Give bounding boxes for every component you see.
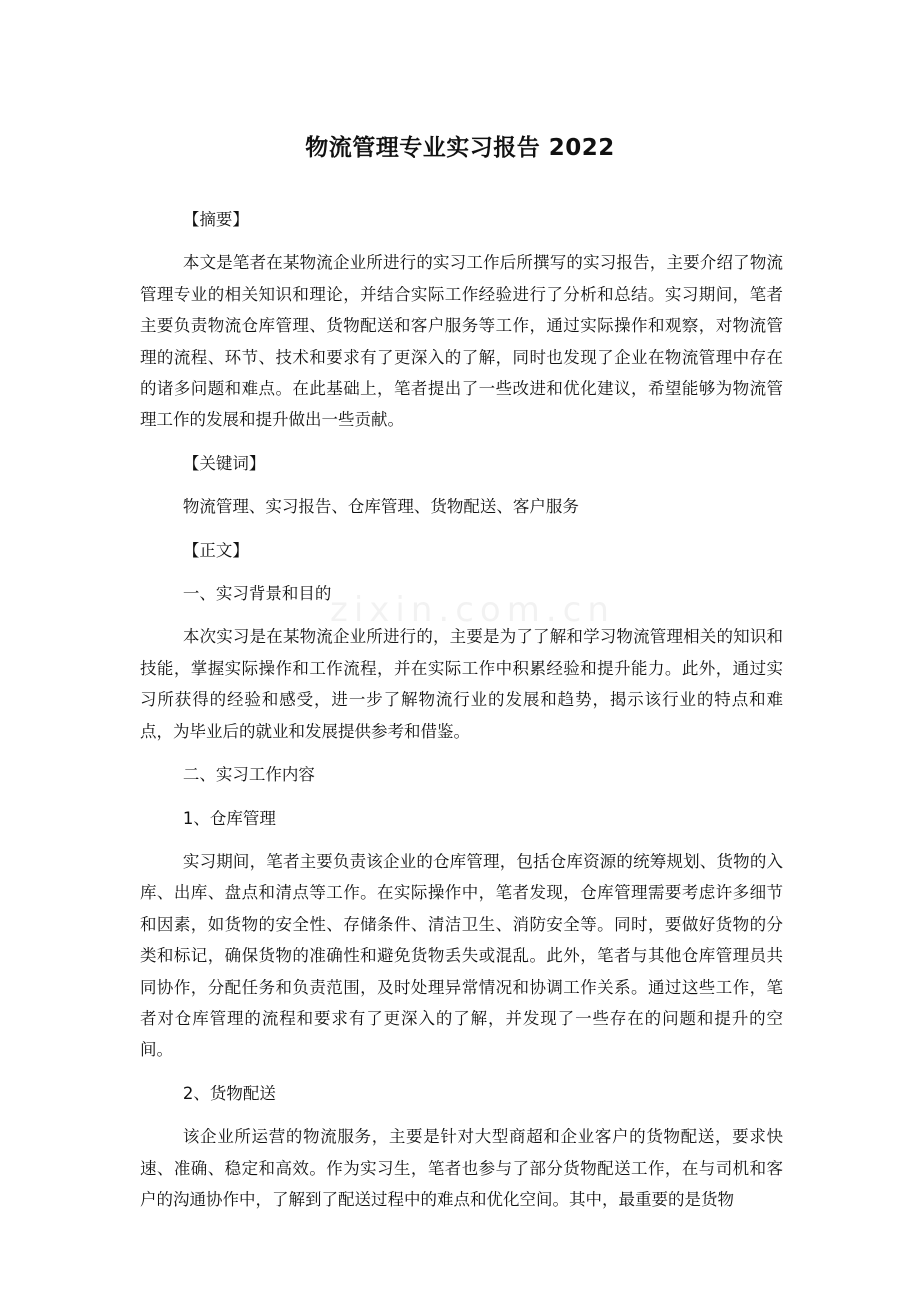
subsection-paragraph-delivery: 该企业所运营的物流服务，主要是针对大型商超和企业客户的货物配送，要求快速、准确、稳定和高效。作为实习生，笔者也参与了部分货物配送工作，在与司机和客户的沟通协作中，了解到了配送过程中的难点和优化空间。其中，最重要的是货物 [140, 1127, 783, 1209]
subsection-heading-delivery: 2、货物配送 [182, 1083, 276, 1103]
section-heading-work-content: 二、实习工作内容 [182, 765, 315, 785]
body-heading: 【正文】 [182, 540, 249, 560]
document-body [140, 204, 783, 1215]
abstract-paragraph: 本文是笔者在某物流企业所进行的实习工作后所撰写的实习报告，主要介绍了物流管理专业的相关知识和理论，并结合实际工作经验进行了分析和总结。实习期间，笔者主要负责物流仓库管理、货物配送和客户服务等工作，通过实际操作和观察，对物流管理的流程、环节、技术和要求有了更深入的了解，同时也发现了企业在物流管理中存在的诸多问题和难点。在此基础上，笔者提出了一些改进和优化建议，希望能够为物流管理工作的发展和提升做出一些贡献。 [140, 253, 783, 430]
page-title: 物流管理专业实习报告 2022 [305, 135, 615, 161]
section-paragraph-background: 本次实习是在某物流企业所进行的，主要是为了了解和学习物流管理相关的知识和技能，掌握实际操作和工作流程，并在实际工作中积累经验和提升能力。此外，通过实习所获得的经验和感受，进一步了解物流行业的发展和趋势，揭示该行业的特点和难点，为毕业后的就业和发展提供参考和借鉴。 [140, 627, 783, 741]
subsection-heading-warehouse: 1、仓库管理 [182, 808, 276, 828]
keywords-heading: 【关键词】 [182, 453, 266, 473]
abstract-heading: 【摘要】 [182, 210, 249, 229]
watermark: zixin.com.cn [330, 590, 615, 630]
section-heading-background: 一、实习背景和目的 [182, 584, 332, 604]
keywords-paragraph: 物流管理、实习报告、仓库管理、货物配送、客户服务 [182, 497, 579, 517]
subsection-paragraph-warehouse: 实习期间，笔者主要负责该企业的仓库管理，包括仓库资源的统筹规划、货物的入库、出库、盘点和清点等工作。在实际操作中，笔者发现，仓库管理需要考虑许多细节和因素，如货物的安全性、存储条件、清洁卫生、消防安全等。同时，要做好货物的分类和标记，确保货物的准确性和避免货物丢失或混乱。此外，笔者与其他仓库管理员共同协作，分配任务和负责范围，及时处理异常情况和协调工作关系。通过这些工作，笔者对仓库管理的流程和要求有了更深入的了解，并发现了一些存在的问题和提升的空间。 [140, 851, 783, 1060]
